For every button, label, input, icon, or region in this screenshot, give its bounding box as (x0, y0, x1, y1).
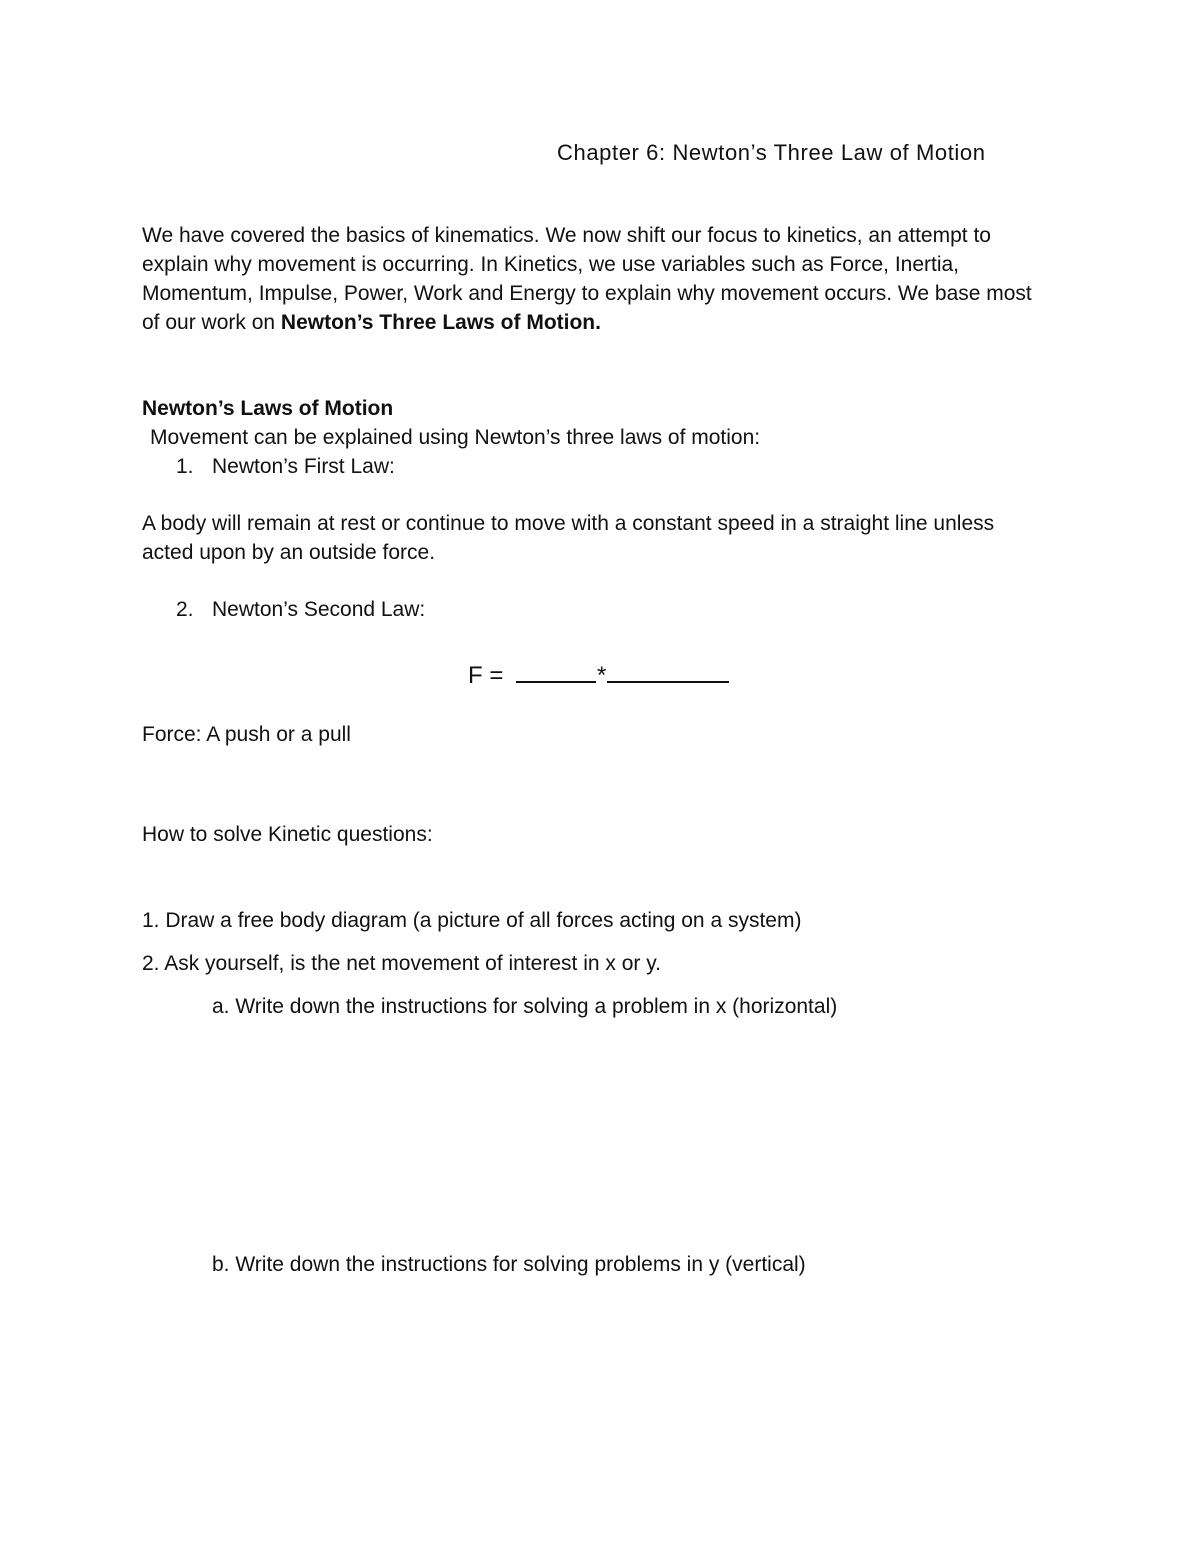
laws-heading (142, 394, 393, 423)
solve-heading: How to solve Kinetic questions: (142, 823, 433, 846)
formula-operator: * (597, 662, 607, 689)
intro-line: explain why movement is occurring. In Kinetics, we use variables such as Force, Inertia, (142, 253, 960, 276)
law1-label: Newton’s First Law: (212, 455, 395, 478)
law1-text-line: A body will remain at rest or continue to move with a constant speed in a straight line unless (142, 512, 995, 535)
laws-heading-text: Newton’s Laws of Motion (142, 397, 394, 420)
formula-blank-2 (607, 657, 729, 683)
law1-text-line: acted upon by an outside force. (142, 541, 436, 564)
intro-last-bold: Newton’s Three Laws of Motion. (280, 311, 601, 334)
intro-last-prefix: of our work on (142, 311, 281, 334)
formula-blank-1 (516, 657, 596, 683)
newton-second-law-formula (468, 657, 729, 692)
intro-line: Momentum, Impulse, Power, Work and Energy to explain why movement occurs. We base most (142, 282, 1032, 305)
law1-number: 1. (176, 455, 194, 478)
laws-intro: Movement can be explained using Newton’s three laws of motion: (150, 426, 761, 449)
intro-paragraph (142, 221, 1072, 337)
force-definition: Force: A push or a pull (142, 723, 351, 746)
intro-line-last (142, 308, 1072, 337)
law2-label: Newton’s Second Law: (212, 598, 426, 621)
page-title: Chapter 6: Newton’s Three Law of Motion (557, 140, 986, 165)
step-2a: a. Write down the instructions for solving a problem in x (horizontal) (212, 995, 838, 1018)
step-2: 2. Ask yourself, is the net movement of interest in x or y. (142, 952, 662, 975)
formula-prefix: F = (468, 662, 504, 689)
step-2b: b. Write down the instructions for solving problems in y (vertical) (212, 1253, 806, 1276)
intro-line: We have covered the basics of kinematics. We now shift our focus to kinetics, an attempt to (142, 224, 991, 247)
law2-number: 2. (176, 598, 194, 621)
step-1: 1. Draw a free body diagram (a picture of all forces acting on a system) (142, 909, 802, 932)
